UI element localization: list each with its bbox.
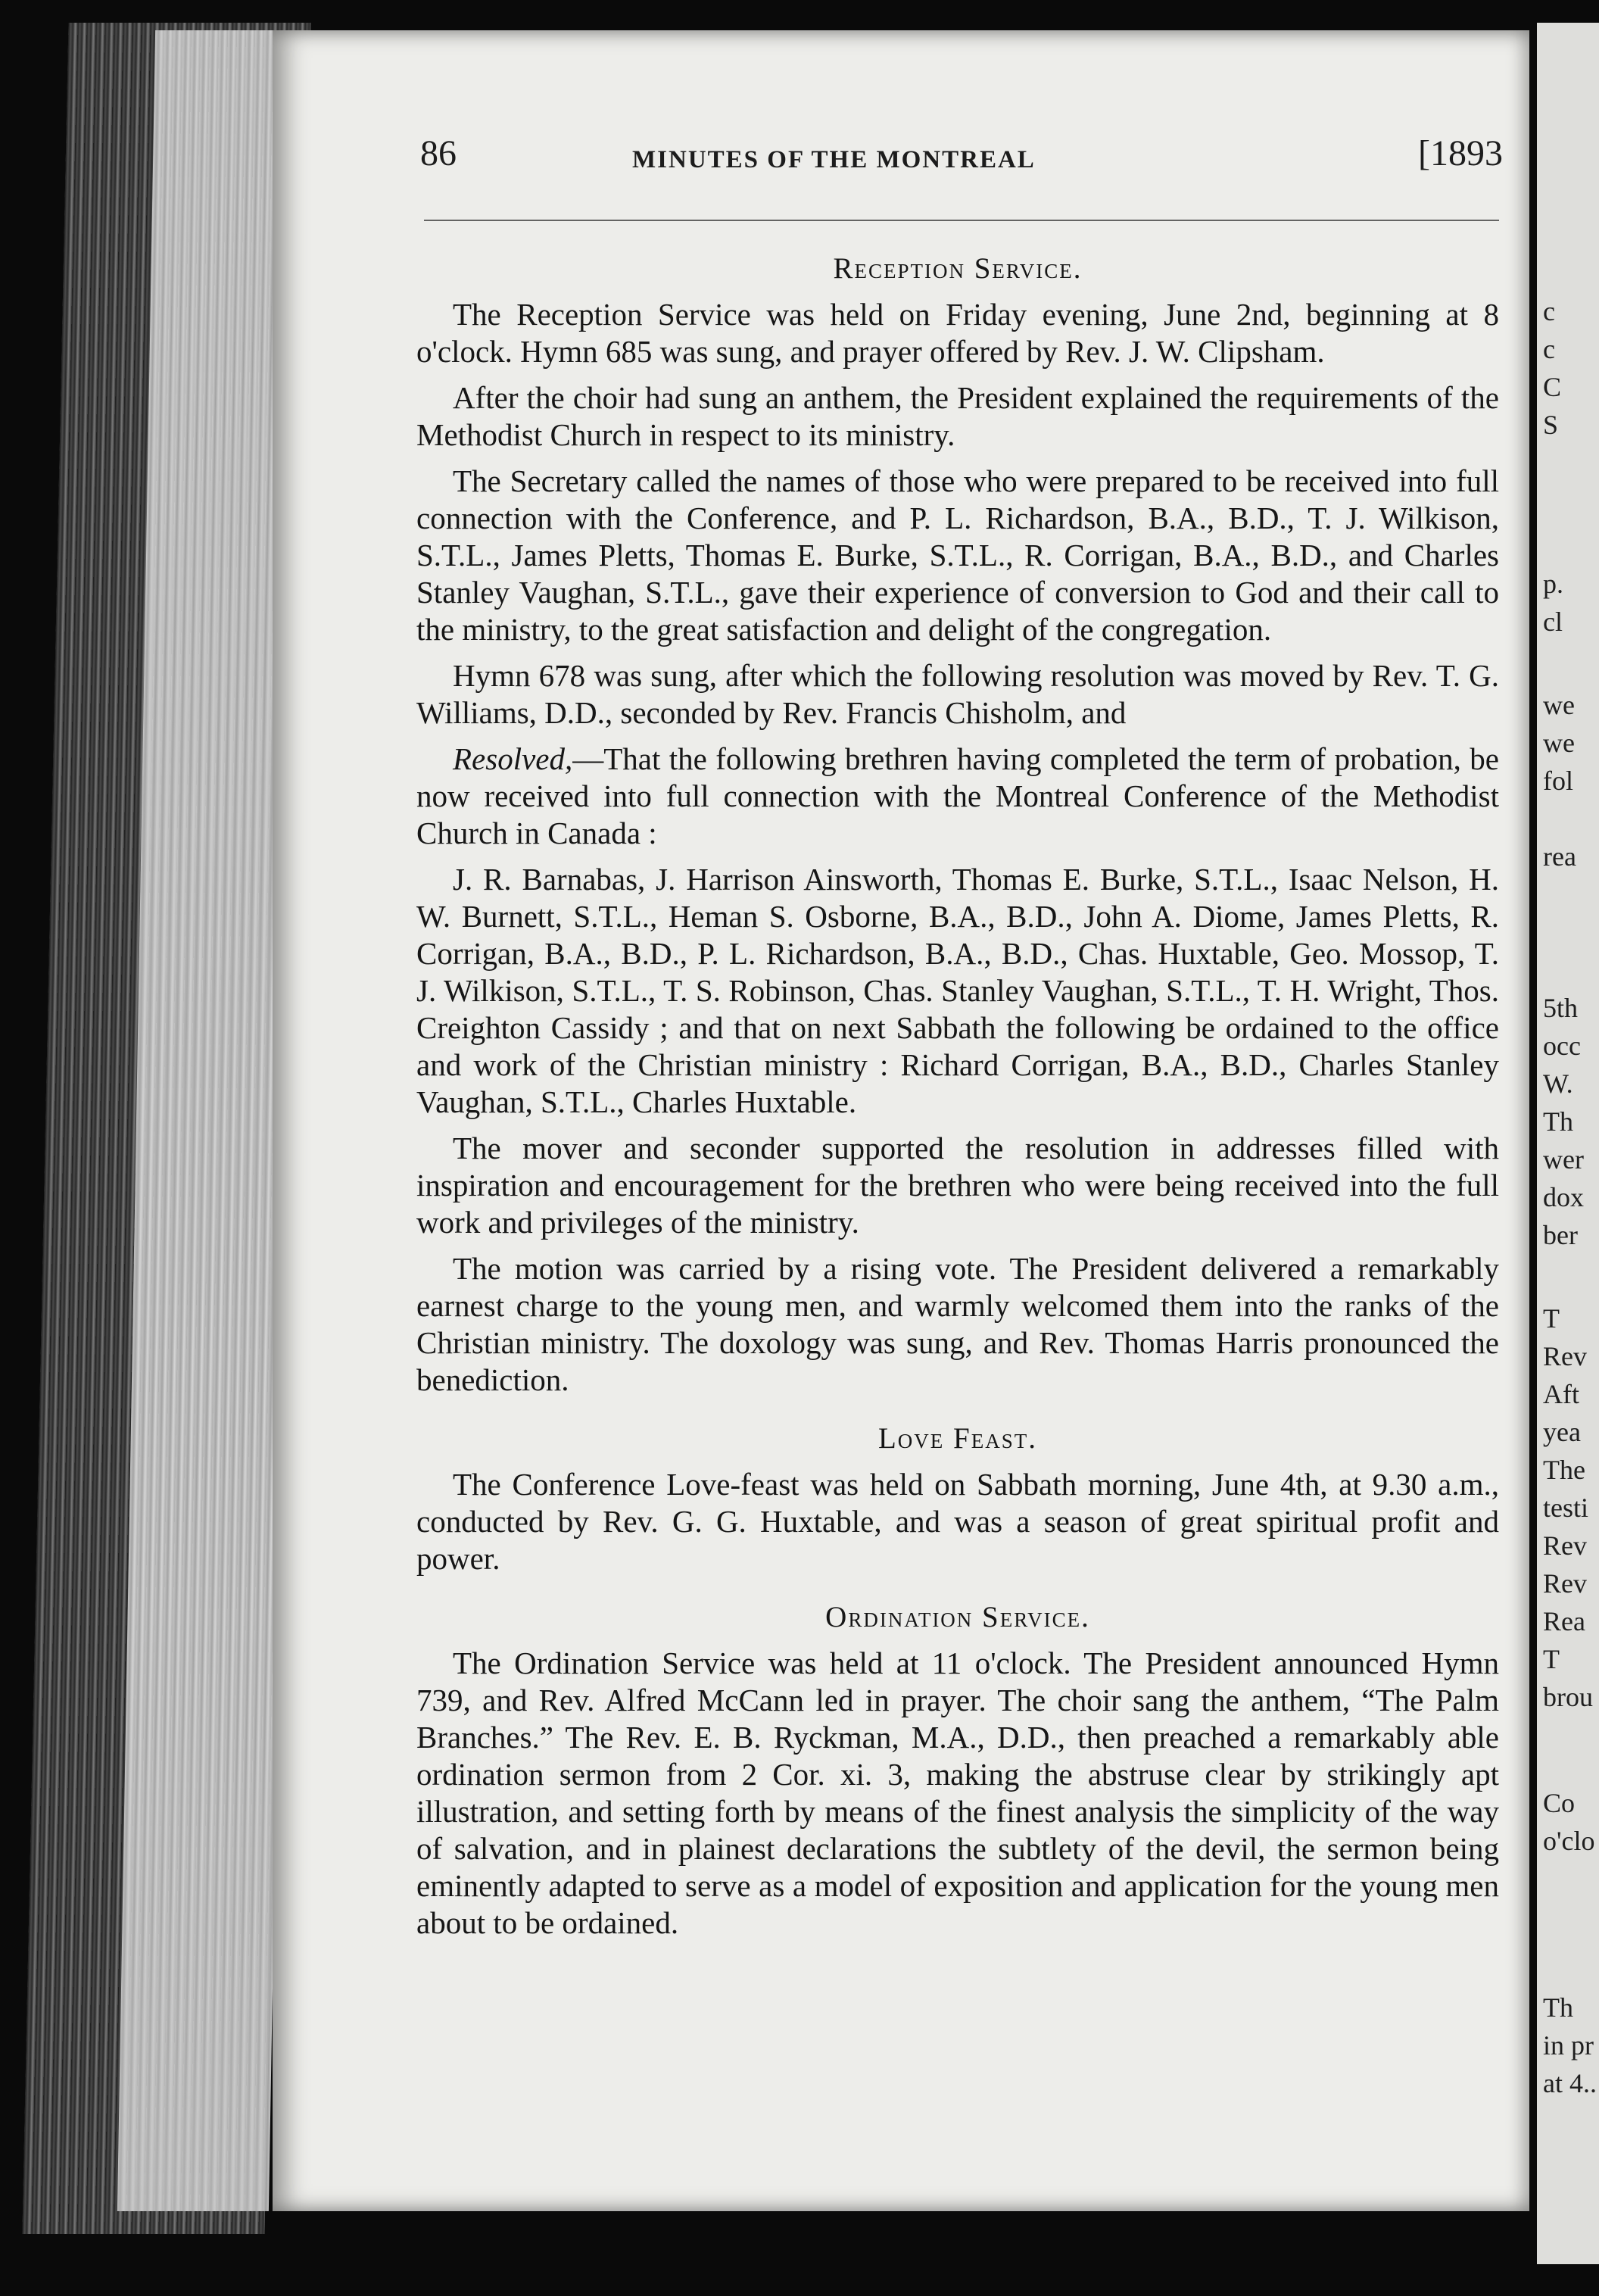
paragraph: After the choir had sung an anthem, the President explained the requirements of the Methodist Church in respect to its ministry. [416, 380, 1499, 452]
facing-page-fragment: Rea [1543, 1606, 1585, 1636]
page-number: 86 [420, 133, 457, 173]
facing-page-fragment: Th [1543, 1992, 1573, 2023]
facing-page-fragment: Aft [1543, 1379, 1579, 1409]
facing-page-fragment: at 4.. [1543, 2068, 1597, 2098]
facing-page-fragment: brou [1543, 1682, 1593, 1712]
facing-page-fragment: o'clo [1543, 1826, 1595, 1856]
facing-page-fragment: we [1543, 728, 1575, 758]
facing-page-fragment: Rev [1543, 1568, 1587, 1599]
running-head [420, 133, 1503, 201]
paragraph: The Reception Service was held on Friday evening, June 2nd, beginning at 8 o'clock. Hymn 685 was sung, and prayer offered by Rev. J. W. Clipsham. [416, 297, 1499, 369]
facing-page-fragment: cl [1543, 607, 1563, 637]
header-rule [424, 220, 1499, 221]
paragraph: The Secretary called the names of those who were prepared to be received into full connection with the Conference, and P. L. Richardson, B.A., B.D., T. J. Wilkison, S.T.L., James Pletts, Thomas E. Burke, S.T.L., R. Corrigan, B.A., B.D., and Charles Stanley Vaughan, S.T.L., gave their experience of conversion to God and their call to the ministry, to the great satisfaction and delight of the congregation. [416, 463, 1499, 647]
facing-page-fragment: The [1543, 1455, 1585, 1485]
paragraph: The motion was carried by a rising vote. The President delivered a remarkably earnest charge to the young men, and warmly welcomed them into the ranks of the Christian ministry. The doxology was sung, and Rev. Thomas Harris pronounced the benediction. [416, 1251, 1499, 1397]
facing-page-fragment: testi [1543, 1493, 1588, 1523]
section-heading-love-feast: Love Feast. [877, 1422, 1037, 1455]
facing-page-edge [1537, 23, 1599, 2264]
facing-page-fragment: we [1543, 690, 1575, 720]
paragraph: The Ordination Service was held at 11 o'clock. The President announced Hymn 739, and Rev. Alfred McCann led in prayer. The choir sang the anthem, “The Palm Branches.” The Rev. E. B. Ryckman, M.A., D.D., then preached a remarkably able ordination sermon from 2 Cor. xi. 3, making the abstruse clear by strikingly apt illustration, and setting forth by means of the finest analysis the simplicity of the way of salvation, and in plainest declarations the subtlety of the devil, the sermon being eminently adapted to serve as a model of exposition and application for the young men about to be ordained. [416, 1646, 1499, 1940]
facing-page-fragment: wer [1543, 1144, 1584, 1175]
facing-page-fragment: Th [1543, 1106, 1573, 1137]
running-title: MINUTES OF THE MONTREAL [632, 146, 1036, 173]
running-year: [1893 [1418, 133, 1503, 173]
paragraph: The mover and seconder supported the resolution in addresses filled with inspiration and encouragement for the brethren who were being received into the full work and privileges of the ministry. [416, 1131, 1499, 1240]
page-body [416, 250, 1499, 1951]
facing-page-fragment: Rev [1543, 1530, 1587, 1561]
facing-page-fragment: yea [1543, 1417, 1581, 1447]
facing-page-fragment: c [1543, 334, 1555, 364]
facing-page-fragment: fol [1543, 766, 1573, 796]
facing-page-fragment: 5th [1543, 993, 1579, 1023]
facing-page-fragment: in pr [1543, 2030, 1594, 2060]
book-page [273, 30, 1529, 2211]
facing-page-fragment: rea [1543, 841, 1576, 872]
paragraph: The Conference Love-feast was held on Sabbath morning, June 4th, at 9.30 a.m., conducted by Rev. G. G. Huxtable, and was a season of great spiritual profit and power. [416, 1467, 1499, 1576]
facing-page-fragment: C [1543, 372, 1562, 402]
facing-page-fragment: c [1543, 296, 1555, 326]
facing-page-fragment: Rev [1543, 1341, 1587, 1371]
section-heading-ordination: Ordination Service. [825, 1601, 1090, 1633]
facing-page-fragment: p. [1543, 569, 1563, 599]
section-heading-reception: Reception Service. [833, 252, 1083, 285]
resolved-label: Resolved, [453, 741, 573, 776]
resolution-paragraph [416, 741, 1499, 852]
paragraph: J. R. Barnabas, J. Harrison Ainsworth, Thomas E. Burke, S.T.L., Isaac Nelson, H. W. Burnett, S.T.L., Heman S. Osborne, B.A., B.D., John A. Diome, James Pletts, R. Corrigan, B.A., B.D., P. L. Richardson, B.A., B.D., Chas. Huxtable, Geo. Mossop, T. J. Wilkison, S.T.L., T. S. Robinson, Chas. Stanley Vaughan, S.T.L., T. H. Wright, Thos. Creighton Cassidy ; and that on next Sabbath the following be ordained to the office and work of the Christian ministry : Richard Corrigan, B.A., B.D., Charles Stanley Vaughan, S.T.L., Charles Huxtable. [416, 862, 1499, 1119]
facing-page-fragment: occ [1543, 1031, 1581, 1061]
facing-page-fragment: T [1543, 1303, 1560, 1334]
facing-page-fragment: dox [1543, 1182, 1584, 1212]
facing-page-fragment: S [1543, 410, 1559, 440]
facing-page-fragment: Co [1543, 1788, 1576, 1818]
paragraph: Hymn 678 was sung, after which the following resolution was moved by Rev. T. G. Williams, D.D., seconded by Rev. Francis Chisholm, and [416, 658, 1499, 730]
facing-page-fragment: ber [1543, 1220, 1578, 1250]
facing-page-fragment: W. [1543, 1068, 1573, 1099]
resolved-text: —That the following brethren having completed the term of probation, be now received into full connection with the Montreal Conference of the Methodist Church in Canada : [416, 741, 1499, 850]
facing-page-fragment: T [1543, 1644, 1560, 1674]
